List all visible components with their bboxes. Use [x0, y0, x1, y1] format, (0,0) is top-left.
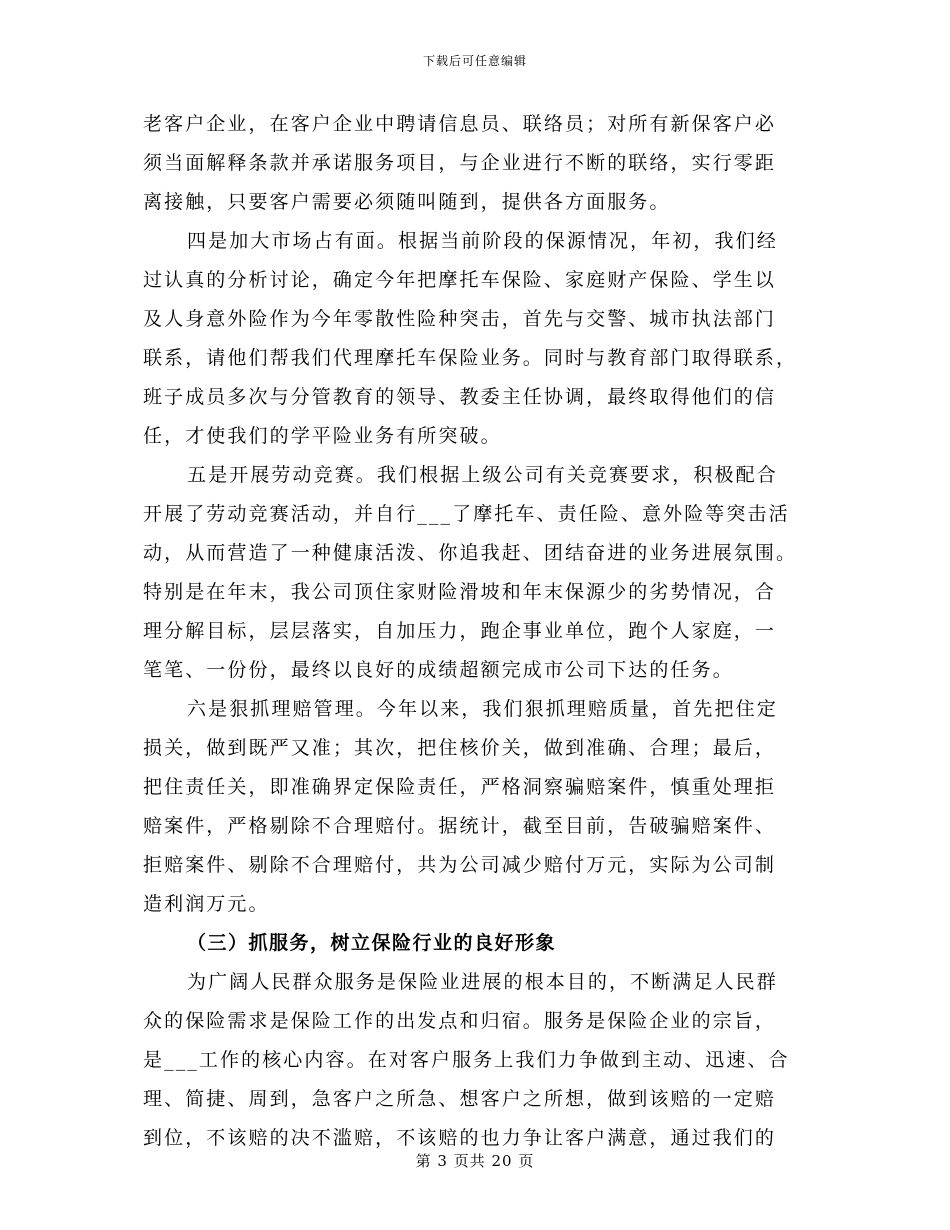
paragraph-line: 特别是在年末，我公司顶住家财险滑坡和年末保源少的劣势情况，合	[143, 581, 777, 603]
paragraph-line: 拒赔案件、剔除不合理赔付，共为公司减少赔付万元，实际为公司制	[143, 854, 777, 876]
paragraph-line: 动，从而营造了一种健康活泼、你追我赶、团结奋进的业务进展氛围。	[143, 542, 798, 564]
paragraph-line: 是___工作的核心内容。在对客户服务上我们力争做到主动、迅速、合	[143, 1049, 790, 1071]
paragraph-line: 及人身意外险作为今年零散性险种突击，首先与交警、城市执法部门	[143, 308, 777, 330]
paragraph-line: 造利润万元。	[143, 893, 270, 915]
paragraph-line: 损关，做到既严又准；其次，把住核价关，做到准确、合理；最后，	[143, 737, 777, 759]
paragraph-line: 笔笔、一份份，最终以良好的成绩超额完成市公司下达的任务。	[143, 659, 734, 681]
paragraph-line: 众的保险需求是保险工作的出发点和归宿。服务是保险企业的宗旨，	[143, 1010, 777, 1032]
paragraph-line: 联系，请他们帮我们代理摩托车保险业务。同时与教育部门取得联系，	[143, 347, 798, 369]
paragraph-line: 过认真的分析讨论，确定今年把摩托车保险、家庭财产保险、学生以	[143, 269, 777, 291]
document-body	[143, 105, 808, 1158]
page-header: 下载后可任意编辑	[422, 54, 527, 68]
paragraph-line: 五是开展劳动竞赛。我们根据上级公司有关竞赛要求，积极配合	[187, 464, 778, 486]
paragraph-line: 把住责任关，即准确界定保险责任，严格洞察骗赔案件，慎重处理拒	[143, 776, 777, 798]
paragraph-line: 老客户企业，在客户企业中聘请信息员、联络员；对所有新保客户必	[143, 113, 777, 135]
paragraph-line: 理分解目标，层层落实，自加压力，跑企事业单位，跑个人家庭，一	[143, 620, 777, 642]
paragraph-line: 到位，不该赔的决不滥赔，不该赔的也力争让客户满意，通过我们的	[143, 1127, 777, 1149]
paragraph-line: 须当面解释条款并承诺服务项目，与企业进行不断的联络，实行零距	[143, 152, 777, 174]
paragraph-line: 为广阔人民群众服务是保险业进展的根本目的，不断满足人民群	[187, 971, 778, 993]
paragraph-line: 理、简捷、周到，急客户之所急、想客户之所想，做到该赔的一定赔	[143, 1088, 777, 1110]
page-number-footer: 第 3 页共 20 页	[415, 1152, 535, 1170]
paragraph-line: 赔案件，严格剔除不合理赔付。据统计，截至目前，告破骗赔案件、	[143, 815, 777, 837]
paragraph-line: 班子成员多次与分管教育的领导、教委主任协调，最终取得他们的信	[143, 386, 777, 408]
paragraph-line: 离接触，只要客户需要必须随叫随到，提供各方面服务。	[143, 191, 671, 213]
section-heading: （三）抓服务，树立保险行业的良好形象	[187, 932, 557, 954]
paragraph-line: 任，才使我们的学平险业务有所突破。	[143, 425, 502, 447]
paragraph-line: 六是狠抓理赔管理。今年以来，我们狠抓理赔质量，首先把住定	[187, 698, 778, 720]
paragraph-line: 四是加大市场占有面。根据当前阶段的保源情况，年初，我们经	[187, 230, 778, 252]
paragraph-line: 开展了劳动竞赛活动，并自行___了摩托车、责任险、意外险等突击活	[143, 503, 790, 525]
